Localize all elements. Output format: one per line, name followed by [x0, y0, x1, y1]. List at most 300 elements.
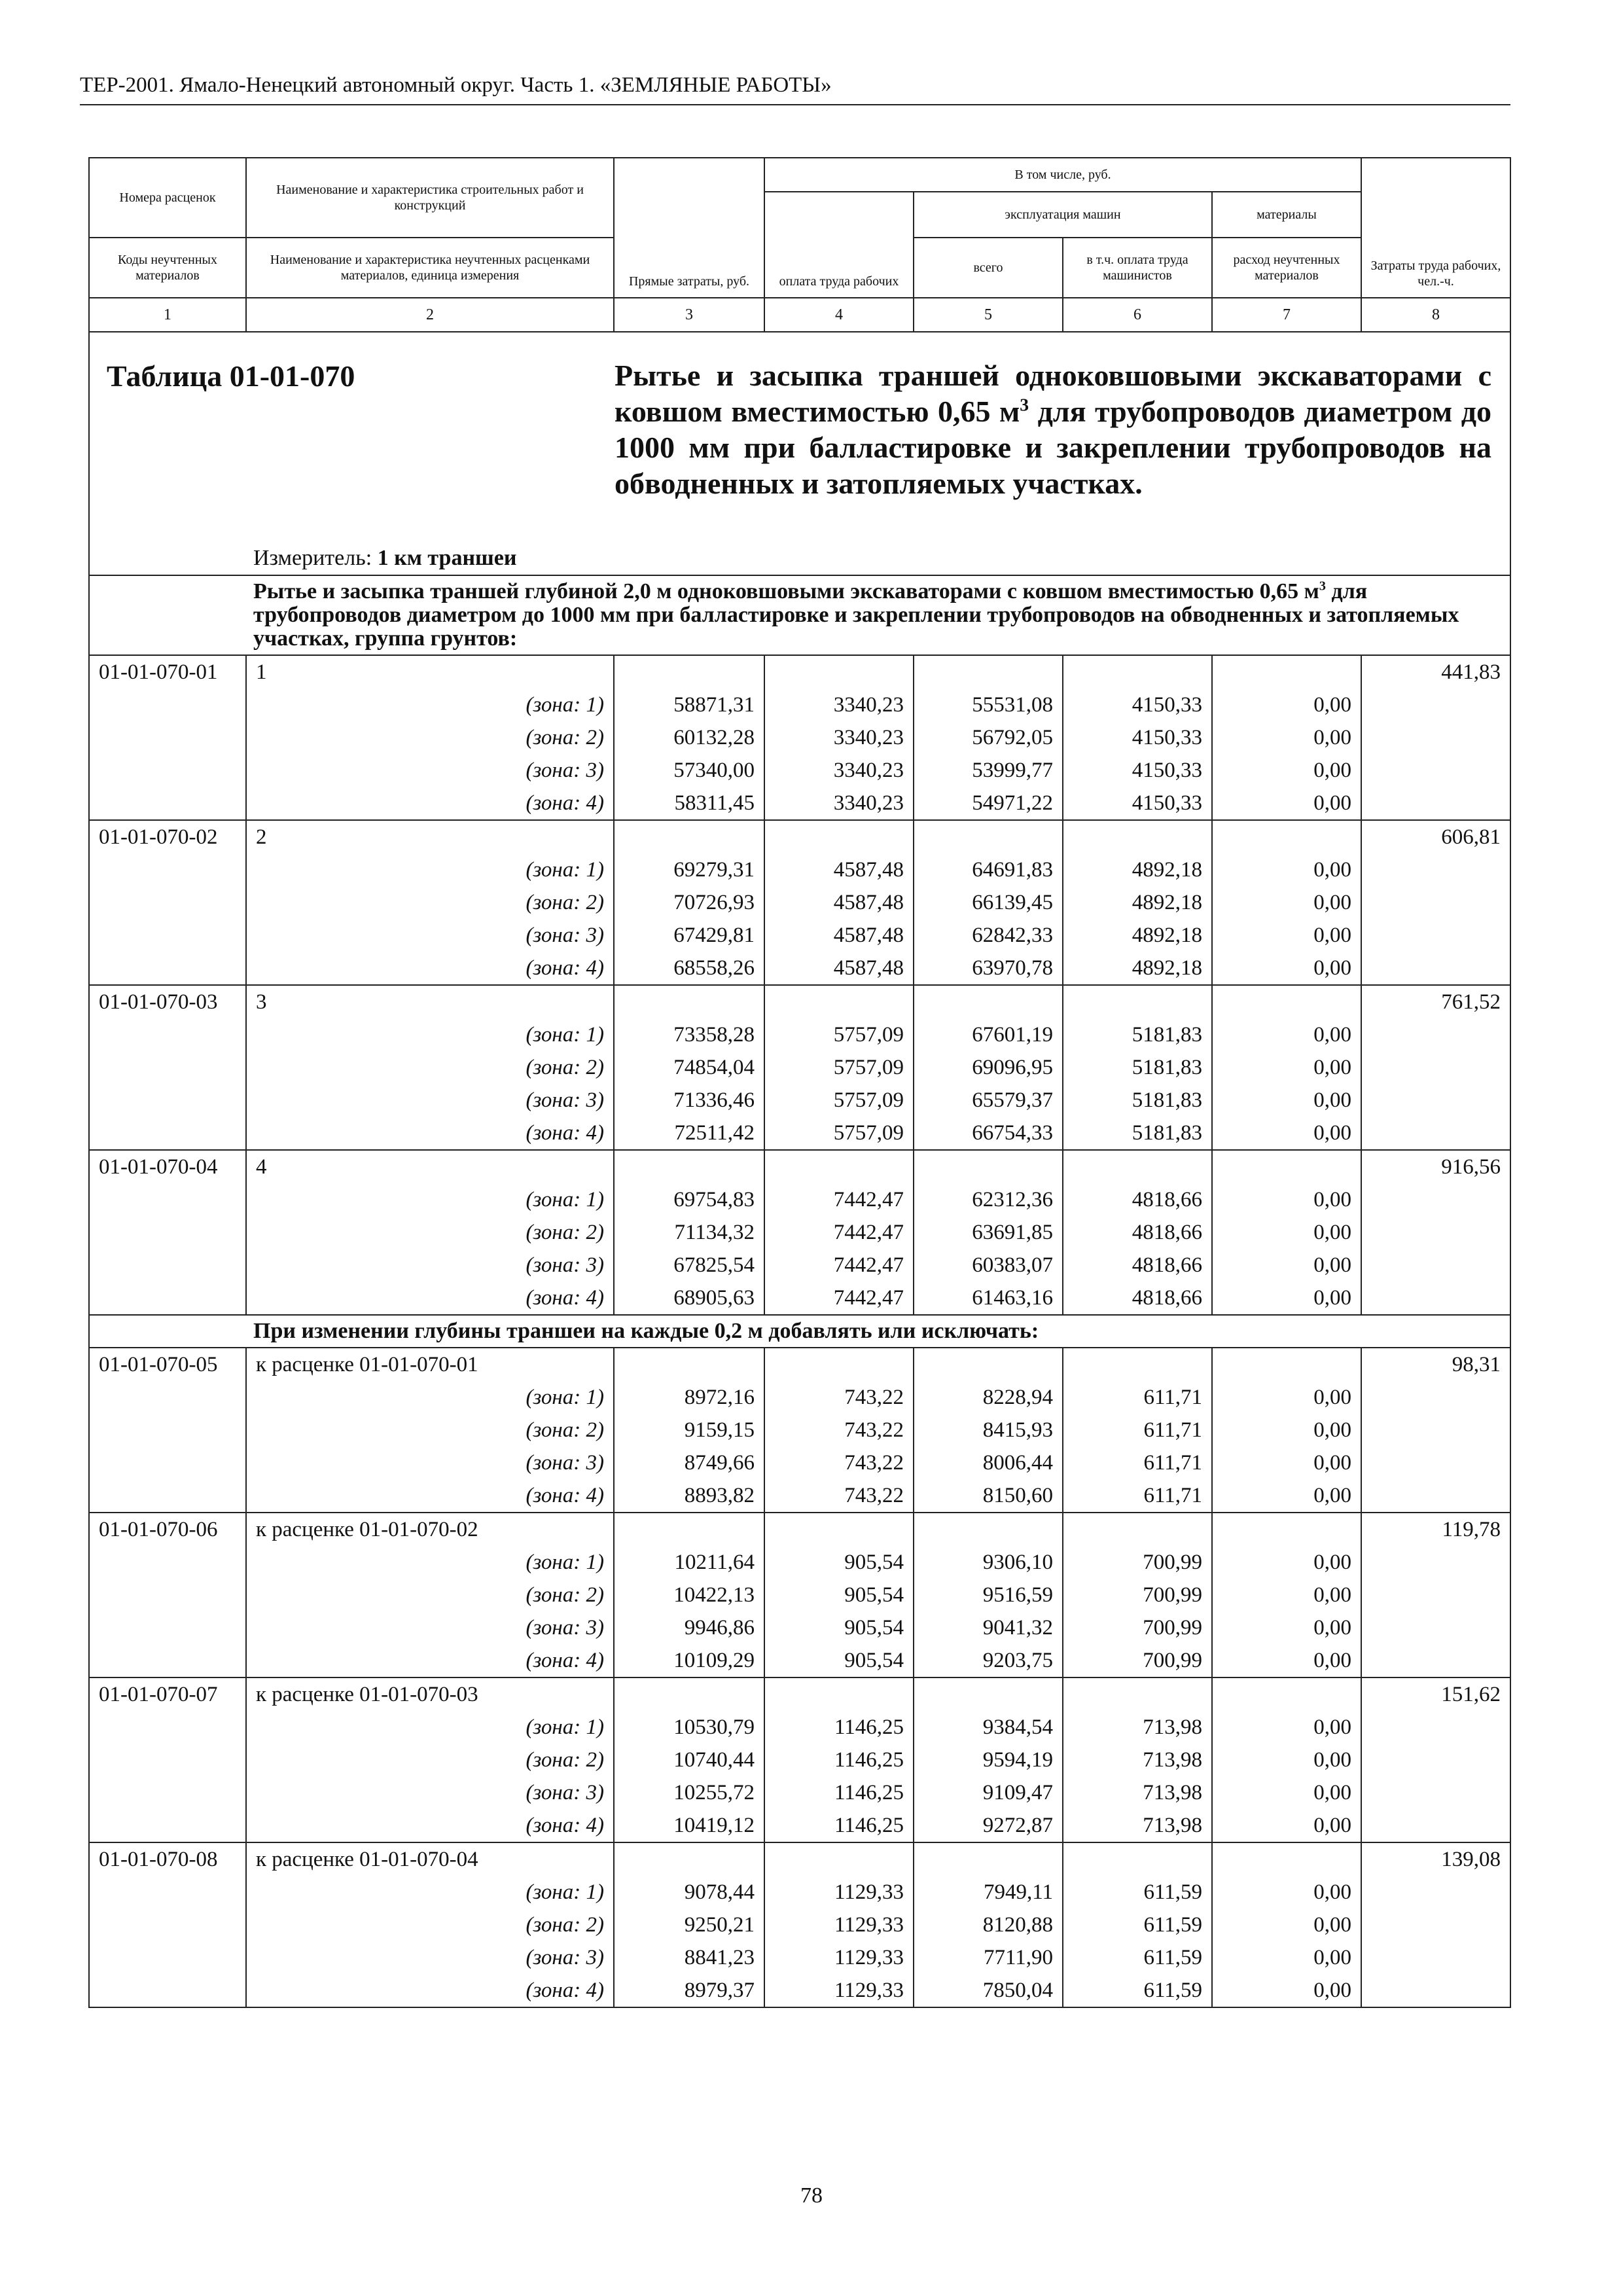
code-blank [89, 1579, 246, 1611]
machines-cost: 7711,90 [914, 1941, 1063, 1974]
empty-cell [614, 1513, 764, 1546]
labor-blank [1361, 1546, 1510, 1579]
wages-cost: 1146,25 [764, 1776, 914, 1809]
labor-blank [1361, 1446, 1510, 1479]
wages-cost: 7442,47 [764, 1216, 914, 1249]
zone-row [89, 952, 1510, 985]
machinist-cost: 4150,33 [1063, 787, 1212, 820]
code-blank [89, 1611, 246, 1644]
rate-code: 01-01-070-03 [89, 985, 246, 1018]
direct-cost: 8749,66 [614, 1446, 764, 1479]
code-blank [89, 754, 246, 787]
empty-cell [614, 1348, 764, 1381]
zone-row [89, 1216, 1510, 1249]
zone-label: (зона: 1) [246, 1018, 614, 1051]
direct-cost: 70726,93 [614, 886, 764, 919]
zone-label: (зона: 3) [246, 1446, 614, 1479]
empty-cell [614, 1677, 764, 1711]
rate-name: 3 [246, 985, 614, 1018]
machines-cost: 7850,04 [914, 1974, 1063, 2007]
materials-cost: 0,00 [1212, 853, 1361, 886]
machines-cost: 69096,95 [914, 1051, 1063, 1084]
zone-row [89, 1876, 1510, 1909]
machines-cost: 66754,33 [914, 1117, 1063, 1150]
materials-cost: 0,00 [1212, 1018, 1361, 1051]
col-machines-total: всего [914, 238, 1063, 298]
zone-label: (зона: 1) [246, 1381, 614, 1414]
zone-label: (зона: 1) [246, 1711, 614, 1744]
wages-cost: 3340,23 [764, 721, 914, 754]
zone-label: (зона: 1) [246, 853, 614, 886]
empty-cell [614, 820, 764, 853]
zone-row [89, 886, 1510, 919]
zone-label: (зона: 4) [246, 1974, 614, 2007]
machines-cost: 63970,78 [914, 952, 1063, 985]
empty-cell [1212, 1348, 1361, 1381]
machinist-cost: 700,99 [1063, 1611, 1212, 1644]
labor-blank [1361, 1018, 1510, 1051]
wages-cost: 3340,23 [764, 689, 914, 721]
code-blank [89, 1644, 246, 1677]
table-title: Рытье и засыпка траншей одноковшовыми экскаваторами с ковшом вместимостью 0,65 $м^3$ для трубопроводов диаметром до 1000 мм при балластировке и закреплении трубопроводов на обводненных и затопляемых участках. [615, 359, 1491, 500]
measure-unit: Измеритель: 1 км траншеи [253, 546, 517, 570]
direct-cost: 69279,31 [614, 853, 764, 886]
group-row [89, 985, 1510, 1018]
col-material-names: Наименование и характеристика неучтенных расценками материалов, единица измерения [246, 238, 614, 298]
direct-cost: 9159,15 [614, 1414, 764, 1446]
zone-row [89, 1809, 1510, 1842]
col-machines: эксплуатация машин [914, 192, 1212, 238]
zone-label: (зона: 2) [246, 1414, 614, 1446]
wages-cost: 1129,33 [764, 1876, 914, 1909]
machines-cost: 9272,87 [914, 1809, 1063, 1842]
empty-cell [914, 1842, 1063, 1876]
wages-cost: 905,54 [764, 1546, 914, 1579]
labor-blank [1361, 1282, 1510, 1315]
zone-label: (зона: 4) [246, 1644, 614, 1677]
zone-label: (зона: 3) [246, 1084, 614, 1117]
zone-row [89, 1546, 1510, 1579]
direct-cost: 60132,28 [614, 721, 764, 754]
empty-cell [614, 985, 764, 1018]
machines-cost: 9203,75 [914, 1644, 1063, 1677]
labor-blank [1361, 1776, 1510, 1809]
empty-cell [1063, 820, 1212, 853]
machinist-cost: 4150,33 [1063, 721, 1212, 754]
materials-cost: 0,00 [1212, 1381, 1361, 1414]
labor-blank [1361, 853, 1510, 886]
machinist-cost: 4150,33 [1063, 689, 1212, 721]
col-num: 8 [1361, 298, 1510, 332]
zone-row [89, 721, 1510, 754]
header-rule [80, 104, 1510, 105]
zone-row [89, 1744, 1510, 1776]
rates-table [88, 157, 1511, 2008]
code-blank [89, 1282, 246, 1315]
code-blank [89, 1183, 246, 1216]
materials-cost: 0,00 [1212, 952, 1361, 985]
direct-cost: 57340,00 [614, 754, 764, 787]
labor-blank [1361, 689, 1510, 721]
code-blank [89, 1711, 246, 1744]
empty-cell [914, 655, 1063, 689]
empty-cell [1212, 985, 1361, 1018]
direct-cost: 8972,16 [614, 1381, 764, 1414]
code-blank [89, 1414, 246, 1446]
zone-label: (зона: 2) [246, 1909, 614, 1941]
labor-blank [1361, 1611, 1510, 1644]
machinist-cost: 713,98 [1063, 1711, 1212, 1744]
machines-cost: 9109,47 [914, 1776, 1063, 1809]
materials-cost: 0,00 [1212, 919, 1361, 952]
empty-cell [1063, 1150, 1212, 1183]
table-title-block [89, 332, 1510, 575]
table-id: Таблица 01-01-070 [107, 359, 355, 393]
zone-label: (зона: 2) [246, 1579, 614, 1611]
materials-cost: 0,00 [1212, 1051, 1361, 1084]
machines-cost: 56792,05 [914, 721, 1063, 754]
wages-cost: 5757,09 [764, 1051, 914, 1084]
zone-label: (зона: 4) [246, 1117, 614, 1150]
empty-cell [1212, 820, 1361, 853]
empty-cell [764, 655, 914, 689]
code-blank [89, 1084, 246, 1117]
materials-cost: 0,00 [1212, 1117, 1361, 1150]
zone-row [89, 689, 1510, 721]
machines-cost: 8228,94 [914, 1381, 1063, 1414]
machines-cost: 60383,07 [914, 1249, 1063, 1282]
machinist-cost: 700,99 [1063, 1579, 1212, 1611]
col-num: 5 [914, 298, 1063, 332]
col-num: 6 [1063, 298, 1212, 332]
direct-cost: 10419,12 [614, 1809, 764, 1842]
machinist-cost: 4818,66 [1063, 1183, 1212, 1216]
direct-cost: 71336,46 [614, 1084, 764, 1117]
wages-cost: 1146,25 [764, 1744, 914, 1776]
labor-cost: 916,56 [1361, 1150, 1510, 1183]
col-materials: материалы [1212, 192, 1361, 238]
empty-cell [1063, 655, 1212, 689]
machinist-cost: 5181,83 [1063, 1018, 1212, 1051]
rate-code: 01-01-070-01 [89, 655, 246, 689]
materials-cost: 0,00 [1212, 1479, 1361, 1513]
empty-cell [764, 1150, 914, 1183]
col-labor: Затраты труда рабочих, чел.-ч. [1361, 158, 1510, 298]
direct-cost: 69754,83 [614, 1183, 764, 1216]
direct-cost: 10530,79 [614, 1711, 764, 1744]
empty-cell [1063, 1348, 1212, 1381]
wages-cost: 5757,09 [764, 1018, 914, 1051]
code-blank [89, 1446, 246, 1479]
empty-cell [1212, 1150, 1361, 1183]
wages-cost: 905,54 [764, 1611, 914, 1644]
wages-cost: 4587,48 [764, 886, 914, 919]
group-row [89, 1842, 1510, 1876]
labor-blank [1361, 787, 1510, 820]
zone-row [89, 1249, 1510, 1282]
wages-cost: 905,54 [764, 1579, 914, 1611]
zone-label: (зона: 3) [246, 1941, 614, 1974]
empty-cell [1063, 985, 1212, 1018]
labor-cost: 98,31 [1361, 1348, 1510, 1381]
group-row [89, 655, 1510, 689]
machinist-cost: 4892,18 [1063, 952, 1212, 985]
machinist-cost: 4818,66 [1063, 1282, 1212, 1315]
wages-cost: 3340,23 [764, 754, 914, 787]
zone-row [89, 1381, 1510, 1414]
labor-blank [1361, 1644, 1510, 1677]
machinist-cost: 4818,66 [1063, 1249, 1212, 1282]
rate-code: 01-01-070-05 [89, 1348, 246, 1381]
materials-cost: 0,00 [1212, 1876, 1361, 1909]
machines-cost: 8120,88 [914, 1909, 1063, 1941]
code-blank [89, 689, 246, 721]
zone-label: (зона: 2) [246, 886, 614, 919]
materials-cost: 0,00 [1212, 1084, 1361, 1117]
wages-cost: 7442,47 [764, 1183, 914, 1216]
page-number: 78 [800, 2183, 823, 2208]
empty-cell [1212, 1842, 1361, 1876]
labor-blank [1361, 919, 1510, 952]
zone-row [89, 1579, 1510, 1611]
materials-cost: 0,00 [1212, 754, 1361, 787]
rate-name: к расценке 01-01-070-04 [246, 1842, 614, 1876]
code-blank [89, 1974, 246, 2007]
empty-cell [614, 655, 764, 689]
direct-cost: 71134,32 [614, 1216, 764, 1249]
wages-cost: 1146,25 [764, 1809, 914, 1842]
code-blank [89, 919, 246, 952]
labor-blank [1361, 952, 1510, 985]
materials-cost: 0,00 [1212, 886, 1361, 919]
zone-row [89, 853, 1510, 886]
zone-row [89, 1018, 1510, 1051]
materials-cost: 0,00 [1212, 721, 1361, 754]
machinist-cost: 611,71 [1063, 1414, 1212, 1446]
empty-cell [764, 985, 914, 1018]
col-direct-costs: Прямые затраты, руб. [614, 158, 764, 298]
machines-cost: 8006,44 [914, 1446, 1063, 1479]
zone-label: (зона: 2) [246, 1051, 614, 1084]
wages-cost: 4587,48 [764, 952, 914, 985]
materials-cost: 0,00 [1212, 1974, 1361, 2007]
wages-cost: 743,22 [764, 1446, 914, 1479]
machines-cost: 9516,59 [914, 1579, 1063, 1611]
zone-label: (зона: 1) [246, 689, 614, 721]
empty-cell [764, 1513, 914, 1546]
rate-code: 01-01-070-06 [89, 1513, 246, 1546]
labor-cost: 761,52 [1361, 985, 1510, 1018]
direct-cost: 10422,13 [614, 1579, 764, 1611]
labor-cost: 441,83 [1361, 655, 1510, 689]
code-blank [89, 1249, 246, 1282]
labor-blank [1361, 721, 1510, 754]
labor-blank [1361, 1183, 1510, 1216]
materials-cost: 0,00 [1212, 1776, 1361, 1809]
machines-cost: 53999,77 [914, 754, 1063, 787]
machinist-cost: 611,59 [1063, 1941, 1212, 1974]
machines-cost: 9594,19 [914, 1744, 1063, 1776]
materials-cost: 0,00 [1212, 787, 1361, 820]
rate-name: к расценке 01-01-070-02 [246, 1513, 614, 1546]
code-blank [89, 721, 246, 754]
code-blank [89, 1909, 246, 1941]
materials-cost: 0,00 [1212, 1249, 1361, 1282]
zone-row [89, 1941, 1510, 1974]
labor-blank [1361, 886, 1510, 919]
direct-cost: 9250,21 [614, 1909, 764, 1941]
labor-blank [1361, 1381, 1510, 1414]
direct-cost: 10109,29 [614, 1644, 764, 1677]
zone-label: (зона: 4) [246, 1479, 614, 1513]
materials-cost: 0,00 [1212, 1282, 1361, 1315]
wages-cost: 7442,47 [764, 1282, 914, 1315]
rate-code: 01-01-070-04 [89, 1150, 246, 1183]
labor-blank [1361, 1084, 1510, 1117]
machinist-cost: 700,99 [1063, 1644, 1212, 1677]
empty-cell [1212, 1677, 1361, 1711]
empty-cell [914, 820, 1063, 853]
materials-cost: 0,00 [1212, 1446, 1361, 1479]
code-blank [89, 1809, 246, 1842]
materials-cost: 0,00 [1212, 1941, 1361, 1974]
labor-blank [1361, 1876, 1510, 1909]
code-blank [89, 1546, 246, 1579]
group-row [89, 1150, 1510, 1183]
rate-name: 1 [246, 655, 614, 689]
rate-code: 01-01-070-07 [89, 1677, 246, 1711]
code-blank [89, 1216, 246, 1249]
zone-label: (зона: 4) [246, 1809, 614, 1842]
machinist-cost: 713,98 [1063, 1776, 1212, 1809]
rate-code: 01-01-070-02 [89, 820, 246, 853]
wages-cost: 905,54 [764, 1644, 914, 1677]
zone-label: (зона: 2) [246, 721, 614, 754]
code-blank [89, 1117, 246, 1150]
direct-cost: 10211,64 [614, 1546, 764, 1579]
zone-label: (зона: 4) [246, 1282, 614, 1315]
empty-cell [914, 1677, 1063, 1711]
labor-cost: 139,08 [1361, 1842, 1510, 1876]
wages-cost: 5757,09 [764, 1084, 914, 1117]
machines-cost: 54971,22 [914, 787, 1063, 820]
direct-cost: 73358,28 [614, 1018, 764, 1051]
zone-row [89, 1644, 1510, 1677]
zone-label: (зона: 2) [246, 1216, 614, 1249]
machines-cost: 67601,19 [914, 1018, 1063, 1051]
materials-cost: 0,00 [1212, 689, 1361, 721]
materials-cost: 0,00 [1212, 1809, 1361, 1842]
machinist-cost: 4892,18 [1063, 886, 1212, 919]
labor-blank [1361, 1414, 1510, 1446]
zone-label: (зона: 3) [246, 754, 614, 787]
rate-name: 2 [246, 820, 614, 853]
labor-blank [1361, 1974, 1510, 2007]
labor-blank [1361, 754, 1510, 787]
materials-cost: 0,00 [1212, 1216, 1361, 1249]
empty-cell [1063, 1842, 1212, 1876]
section-row [89, 1315, 1510, 1348]
labor-blank [1361, 1579, 1510, 1611]
group-row [89, 1677, 1510, 1711]
machinist-cost: 5181,83 [1063, 1117, 1212, 1150]
col-num: 3 [614, 298, 764, 332]
empty-cell [1212, 1513, 1361, 1546]
machinist-cost: 611,71 [1063, 1381, 1212, 1414]
code-blank [89, 1776, 246, 1809]
code-blank [89, 787, 246, 820]
machines-cost: 64691,83 [914, 853, 1063, 886]
zone-label: (зона: 1) [246, 1183, 614, 1216]
wages-cost: 743,22 [764, 1479, 914, 1513]
machinist-cost: 611,71 [1063, 1446, 1212, 1479]
code-blank [89, 1941, 246, 1974]
machinist-cost: 611,59 [1063, 1974, 1212, 2007]
rate-name: к расценке 01-01-070-03 [246, 1677, 614, 1711]
wages-cost: 4587,48 [764, 853, 914, 886]
machines-cost: 55531,08 [914, 689, 1063, 721]
machines-cost: 8150,60 [914, 1479, 1063, 1513]
direct-cost: 8841,23 [614, 1941, 764, 1974]
direct-cost: 68905,63 [614, 1282, 764, 1315]
labor-blank [1361, 1744, 1510, 1776]
wages-cost: 1129,33 [764, 1909, 914, 1941]
zone-row [89, 1414, 1510, 1446]
labor-blank [1361, 1249, 1510, 1282]
direct-cost: 68558,26 [614, 952, 764, 985]
col-num: 7 [1212, 298, 1361, 332]
materials-cost: 0,00 [1212, 1579, 1361, 1611]
code-blank [89, 886, 246, 919]
machinist-cost: 4150,33 [1063, 754, 1212, 787]
col-unaccounted-materials: расход неучтенных материалов [1212, 238, 1361, 298]
direct-cost: 10740,44 [614, 1744, 764, 1776]
zone-row [89, 919, 1510, 952]
empty-cell [764, 1348, 914, 1381]
code-blank [89, 1018, 246, 1051]
col-num: 2 [246, 298, 614, 332]
zone-row [89, 1711, 1510, 1744]
col-machinist-wages: в т.ч. оплата труда машинистов [1063, 238, 1212, 298]
materials-cost: 0,00 [1212, 1183, 1361, 1216]
code-blank [89, 1744, 246, 1776]
running-header: ТЕР-2001. Ямало-Ненецкий автономный округ. Часть 1. «ЗЕМЛЯНЫЕ РАБОТЫ» [80, 73, 832, 97]
zone-row [89, 1974, 1510, 2007]
labor-blank [1361, 1216, 1510, 1249]
machinist-cost: 4818,66 [1063, 1216, 1212, 1249]
direct-cost: 58311,45 [614, 787, 764, 820]
empty-cell [914, 985, 1063, 1018]
labor-blank [1361, 1711, 1510, 1744]
empty-cell [614, 1842, 764, 1876]
labor-blank [1361, 1479, 1510, 1513]
empty-cell [1212, 655, 1361, 689]
col-including: В том числе, руб. [764, 158, 1361, 192]
labor-cost: 606,81 [1361, 820, 1510, 853]
wages-cost: 1129,33 [764, 1941, 914, 1974]
col-num: 4 [764, 298, 914, 332]
zone-row [89, 1117, 1510, 1150]
labor-blank [1361, 1909, 1510, 1941]
machines-cost: 62842,33 [914, 919, 1063, 952]
direct-cost: 9946,86 [614, 1611, 764, 1644]
col-rate-numbers: Номера расценок [89, 158, 246, 238]
section-heading: При изменении глубины траншеи на каждые 0,2 м добавлять или исключать: [89, 1315, 1510, 1348]
col-wages: оплата труда рабочих [764, 192, 914, 298]
direct-cost: 8893,82 [614, 1479, 764, 1513]
zone-row [89, 1446, 1510, 1479]
rate-code: 01-01-070-08 [89, 1842, 246, 1876]
